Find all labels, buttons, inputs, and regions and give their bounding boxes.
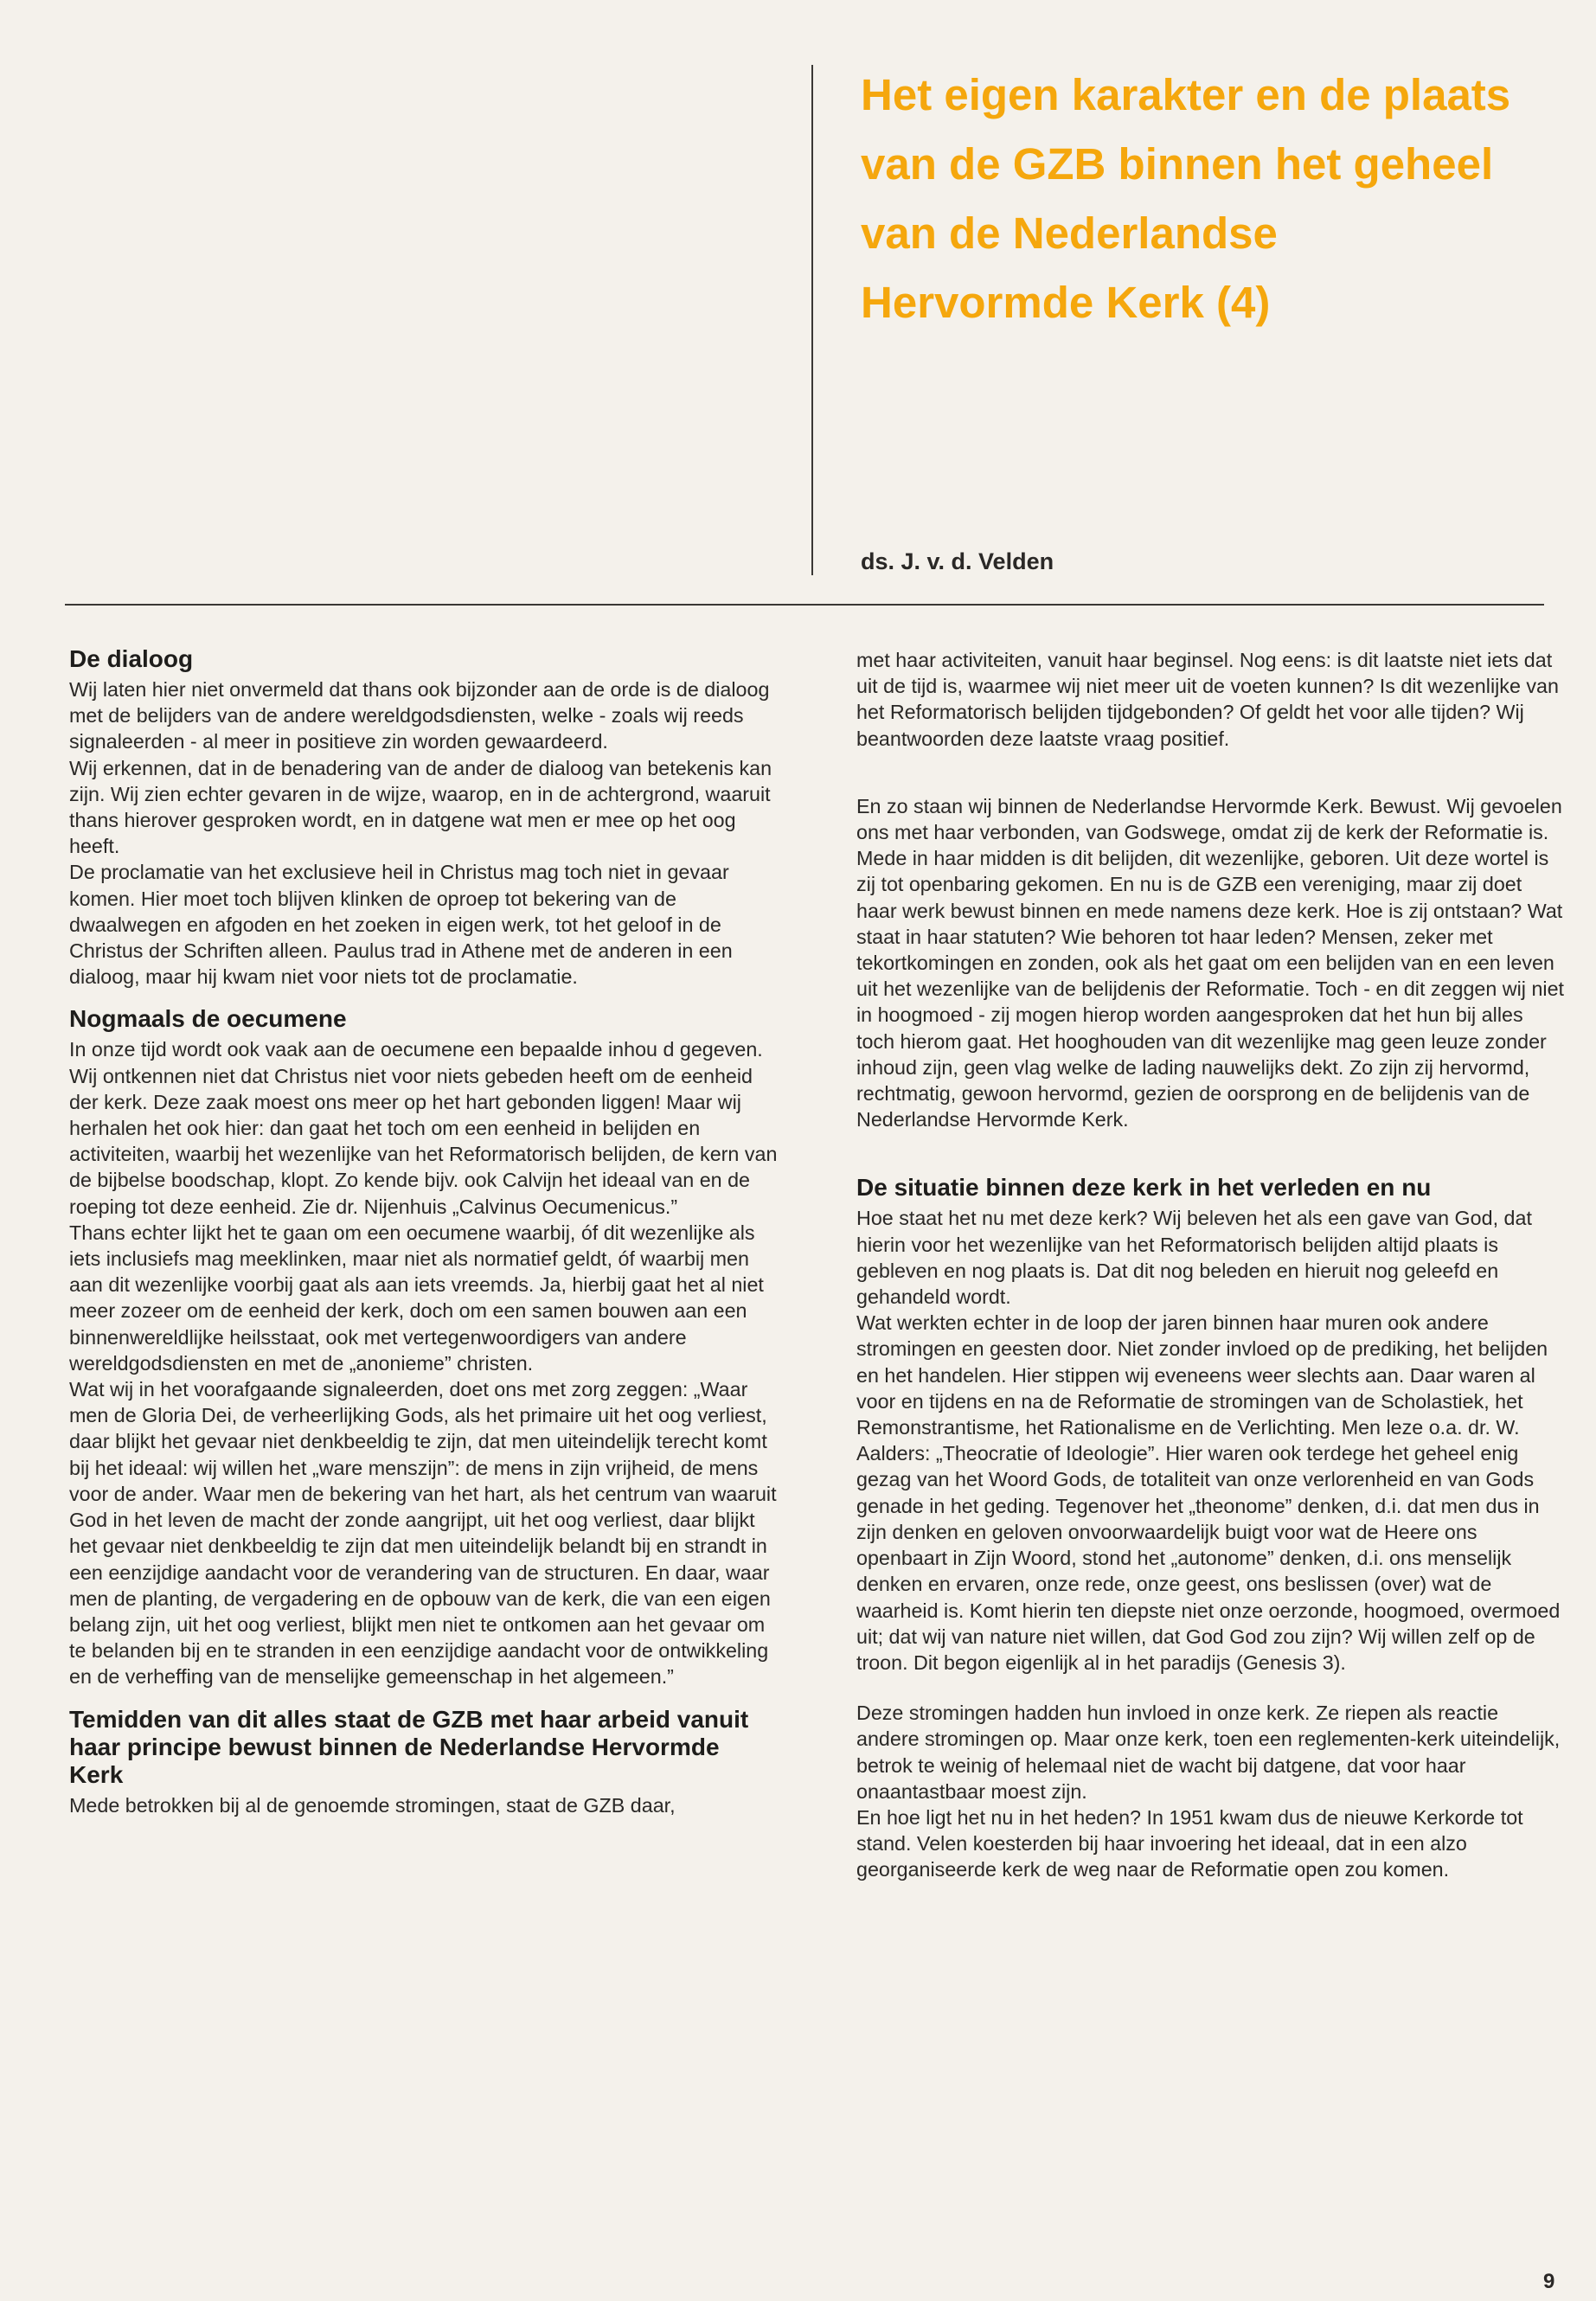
vertical-rule: [811, 65, 813, 575]
paragraph: En zo staan wij binnen de Nederlandse Hervormde Kerk. Bewust. Wij gevoelen ons met haar verbonden, van Godswege, omdat zij de kerk der Reformatie is. Mede in haar midden is dit belijden, dit wezenlijke, geboren. Uit deze wortel is zij tot openbaring gekomen. En nu is de GZB een vereniging, maar zij doet haar werk bewust binnen en mede namens deze kerk. Hoe is zij ontstaan? Wat staat in haar statuten? Wie behoren tot haar leden? Mensen, zeker met tekortkomingen en zonden, ook als het gaat om een belijden van en een leven uit het wezenlijke van de belijdenis der Reformatie. Toch - en dit zeggen wij niet in hoogmoed - zij mogen hierop worden aangesproken dat het hun bij alles toch hierom gaat. Het hooghouden van dit wezenlijke mag geen leuze zonder inhoud zijn, geen vlag welke de lading nauwelijks dekt. Zo zijn zij hervormd, rechtmatig, gewoon hervormd, gezien de oorsprong en de belijdenis van de Nederlandse Hervormde Kerk.: [856, 794, 1565, 1131]
paragraph: Wij erkennen, dat in de benadering van de ander de dialoog van betekenis kan zijn. Wij zien echter gevaren in de wijze, waarop, en in de achtergrond, waaruit thans hierover gesproken wordt, en in datgene wat men er mee op het oog heeft.: [69, 756, 772, 858]
author-byline: ds. J. v. d. Velden: [861, 548, 1054, 574]
section-heading: De dialoog: [69, 645, 194, 672]
title-line: van de Nederlandse: [861, 208, 1278, 258]
left-column: [69, 645, 779, 1818]
paragraph: Mede betrokken bij al de genoemde stromingen, staat de GZB daar,: [69, 1793, 676, 1817]
horizontal-rule: [65, 604, 1544, 606]
title-line: van de GZB binnen het geheel: [861, 139, 1494, 189]
paragraph: Hoe staat het nu met deze kerk? Wij beleven het als een gave van God, dat hierin voor het wezenlijke van het Reformatorisch belijden altijd plaats is gebleven en nog plaats is. Dat dit nog beleden en hieruit nog geleefd en gehandeld wordt.: [856, 1207, 1532, 1309]
article-title: [861, 61, 1570, 337]
section-heading: De situatie binnen deze kerk in het verleden en nu: [856, 1174, 1432, 1202]
paragraph: Wat werkten echter in de loop der jaren binnen haar muren ook andere stromingen en geesten door. Niet zonder invloed op de prediking, het belijden en het handelen. Hier stippen wij eveneens weer slechts aan. Daar waren al voor en tijdens en na de Reformatie de stromingen van de Scholastiek, het Remonstrantisme, het Rationalisme en de Verlichting. Men leze o.a. dr. W. Aalders: „Theocratie of Ideologie”. Hier waren ook terdege het geheel enig gezag van het Woord Gods, de totaliteit van onze verlorenheid en van Gods genade in het geding. Tegenover het „theonome” denken, d.i. dat men dus in zijn denken en geloven onvoorwaardelijk buigt voor wat de Heere ons openbaart in Zijn Woord, stond het „autonome” denken, d.i. ons menselijk denken en ervaren, onze rede, onze geest, ons beslissen (over) wat de waarheid is. Komt hierin ten diepste niet onze oerzonde, hoogmoed, overmoed uit; dat wij van nature niet willen, dat God God zou zijn? Wij willen zelf op de troon. Dit begon eigenlijk al in het paradijs (Genesis 3).: [856, 1311, 1561, 1674]
paragraph: Thans echter lijkt het te gaan om een oecumene waarbij, óf dit wezenlijke als iets inclusiefs mag meeklinken, maar niet als normatief geldt, óf waarbij men aan dit wezenlijke voorbij gaat als aan iets vreemds. Ja, hierbij gaat het al niet meer zozeer om de eenheid der kerk, doch om een samen bouwen aan een binnenwereldlijke heilsstaat, ook met vertegenwoordigers van andere wereldgodsdiensten en met de „anonieme” christen.: [69, 1221, 764, 1375]
paragraph: Wat wij in het voorafgaande signaleerden, doet ons met zorg zeggen: „Waar men de Gloria Dei, de verheerlijking Gods, als het primaire uit het oog verliest, daar blijkt het gevaar niet denkbeeldig te zijn, dat men uiteindelijk terecht komt bij het ideaal: wij willen het „ware menszijn”: de mens in zijn vrijheid, de mens voor de ander. Waar men de bekering van het hart, als het centrum van waaruit God in het leven de macht der zonde aangrijpt, uit het oog verliest, daar blijkt het gevaar niet denkbeeldig te zijn dat men uiteindelijk belandt bij en strandt in een eenzijdige aandacht voor de verandering van de structuren. En daar, waar men de planting, de vergadering en de opbouw van de kerk, die van een eigen belang zijn, uit het oog verliest, blijkt men niet te ontkomen aan het gevaar om te belanden bij en te stranden in een eenzijdige aandacht voor de ontwikkeling en de verheffing van de menselijke gemeenschap in het algemeen.”: [69, 1378, 777, 1689]
section-heading: Temidden van dit alles staat de GZB met haar arbeid vanuit haar principe bewust binnen de Nederlandse Hervormde Kerk: [69, 1705, 749, 1788]
title-line: Hervormde Kerk (4): [861, 278, 1271, 327]
paragraph: In onze tijd wordt ook vaak aan de oecumene een bepaalde inhou d gegeven. Wij ontkennen niet dat Christus niet voor niets gebeden heeft om de eenheid der kerk. Deze zaak moest ons meer op het hart gebonden liggen! Maar wij herhalen het ook hier: dan gaat het toch om een eenheid in belijden en activiteiten, waarbij het wezenlijke van het Reformatorisch belijden, de kern van de bijbelse boodschap, klopt. Zo kende bijv. ook Calvijn het ideaal van en de roeping tot deze eenheid. Zie dr. Nijenhuis „Calvinus Oecumenicus.”: [69, 1038, 778, 1218]
paragraph: Deze stromingen hadden hun invloed in onze kerk. Ze riepen als reactie andere stromingen op. Maar onze kerk, toen een reglementen-kerk uiteindelijk, betrok te weinig of helemaal niet de wacht bij datgene, dat voor haar onaantastbaar moest zijn.: [856, 1702, 1561, 1803]
right-column: [856, 647, 1566, 1883]
page-number: 9: [1543, 2270, 1555, 2293]
title-line: Het eigen karakter en de plaats: [861, 70, 1511, 119]
paragraph: En hoe ligt het nu in het heden? In 1951 kwam dus de nieuwe Kerkorde tot stand. Velen koesterden bij haar invoering het ideaal, dat in een alzo georganiseerde kerk de weg naar de Reformatie open zou komen.: [856, 1805, 1523, 1881]
paragraph: De proclamatie van het exclusieve heil in Christus mag toch niet in gevaar komen. Hier moet toch blijven klinken de oproep tot bekering van de dwaalwegen en afgoden en het zoeken in eigen werk, tot het geloof in de Christus der Schriften alleen. Paulus trad in Athene met de anderen in een dialoog, maar hij kwam niet voor niets tot de proclamatie.: [69, 861, 733, 989]
paragraph: Wij laten hier niet onvermeld dat thans ook bijzonder aan de orde is de dialoog met de belijders van de andere wereldgodsdiensten, welke - zoals wij reeds signaleerden - al meer in positieve zin worden gewaardeerd.: [69, 678, 770, 753]
paragraph: met haar activiteiten, vanuit haar beginsel. Nog eens: is dit laatste niet iets dat uit de tijd is, waarmee wij niet meer uit de voeten kunnen? Is dit wezenlijke van het Reformatorisch belijden tijdgebonden? Of geldt het voor alle tijden? Wij beantwoorden deze laatste vraag positief.: [856, 649, 1559, 750]
section-heading: Nogmaals de oecumene: [69, 1005, 347, 1033]
